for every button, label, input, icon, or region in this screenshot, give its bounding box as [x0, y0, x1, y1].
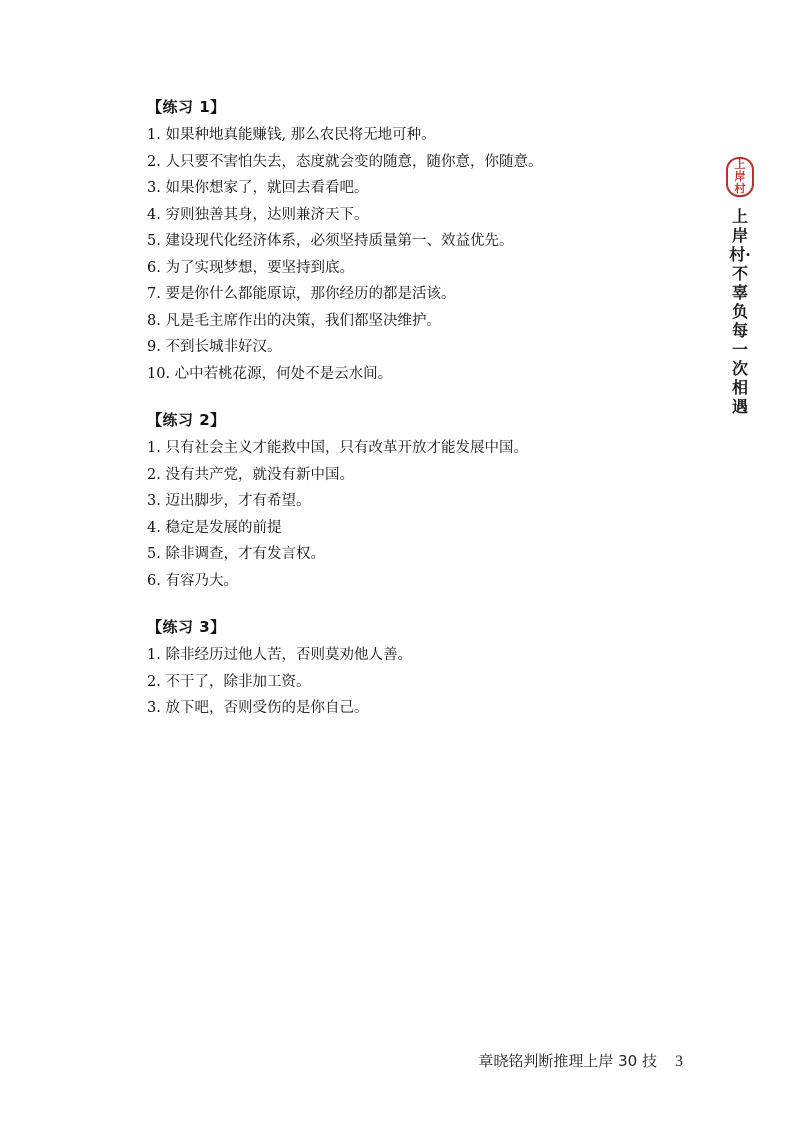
exercise-content — [147, 96, 707, 744]
exercise-item: 4. 穷则独善其身，达则兼济天下。 — [147, 206, 369, 223]
exercise-item: 6. 为了实现梦想，要坚持到底。 — [147, 259, 354, 276]
brand-seal — [726, 157, 754, 197]
exercise-section-3 — [147, 616, 707, 722]
exercise-section-1 — [147, 96, 707, 387]
exercise-item: 3. 迈出脚步，才有希望。 — [147, 493, 311, 509]
exercise-item: 3. 如果你想家了，就回去看看吧。 — [147, 180, 369, 196]
exercise-item: 5. 除非调查，才有发言权。 — [147, 546, 325, 562]
seal-char: 岸 — [734, 170, 746, 183]
page-footer — [478, 1050, 683, 1071]
exercise-item: 1. 除非经历过他人苦，否则莫劝他人善。 — [147, 647, 412, 663]
section-heading: 【练习 2】 — [147, 411, 226, 429]
section-heading: 【练习 3】 — [147, 618, 226, 636]
exercise-item: 5. 建设现代化经济体系，必须坚持质量第一、效益优先。 — [147, 233, 514, 249]
seal-char: 上 — [734, 158, 746, 171]
exercise-item: 2. 人只要不害怕失去，态度就会变的随意，随你意，你随意。 — [147, 153, 543, 170]
side-slogan: 上岸村·不辜负每一次相遇 — [729, 207, 751, 416]
exercise-item: 1. 如果种地真能赚钱, 那么农民将无地可种。 — [147, 127, 436, 143]
exercise-item: 8. 凡是毛主席作出的决策，我们都坚决维护。 — [147, 312, 441, 329]
exercise-section-2 — [147, 409, 707, 594]
section-heading: 【练习 1】 — [147, 98, 226, 116]
exercise-item: 9. 不到长城非好汉。 — [147, 339, 282, 355]
exercise-item: 2. 不干了，除非加工资。 — [147, 673, 311, 690]
exercise-item: 7. 要是你什么都能原谅，那你经历的都是活该。 — [147, 286, 456, 302]
book-title: 章晓铭判断推理上岸 30 技 — [478, 1052, 657, 1070]
exercise-item: 10. 心中若桃花源，何处不是云水间。 — [147, 365, 393, 382]
exercise-item: 3. 放下吧，否则受伤的是你自己。 — [147, 700, 369, 716]
exercise-item: 4. 稳定是发展的前提 — [147, 519, 282, 536]
seal-char: 村 — [734, 182, 746, 195]
exercise-item: 6. 有容乃大。 — [147, 572, 238, 589]
page-number: 3 — [675, 1053, 683, 1070]
exercise-item: 2. 没有共产党，就没有新中国。 — [147, 466, 354, 483]
exercise-item: 1. 只有社会主义才能救中国，只有改革开放才能发展中国。 — [147, 440, 528, 456]
